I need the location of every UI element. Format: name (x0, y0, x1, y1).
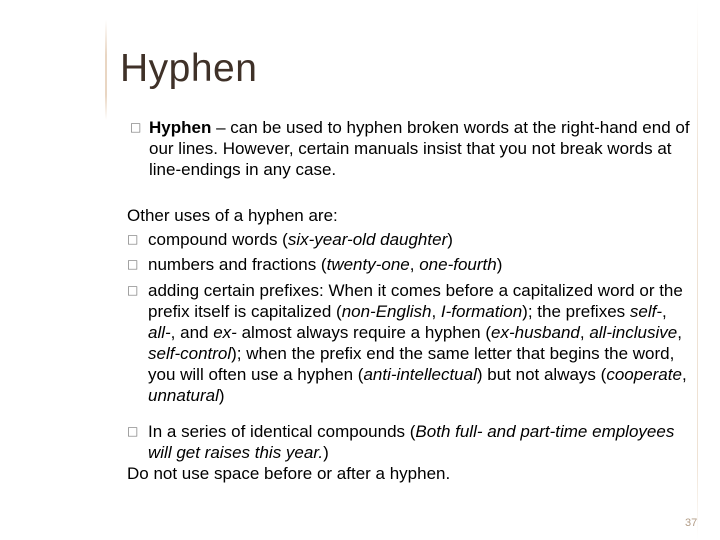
item-text: ) (496, 255, 503, 274)
item-text: , (431, 302, 441, 321)
item-text: , and (170, 323, 214, 342)
intro-text: – can be used to hyphen broken words at the right-hand end of our lines. However, certain manuals insist that you not break words at line-endings in any case. (149, 118, 690, 179)
item-text: compound words ( (148, 230, 288, 249)
item-text: ) (218, 386, 225, 405)
item-example: all- (148, 323, 171, 342)
item-example: self-control (148, 344, 232, 363)
box-bullet-icon: □ (127, 232, 139, 246)
item-example: ex-husband (491, 323, 580, 342)
item-text: numbers and fractions ( (148, 255, 327, 274)
decorative-left-rule (105, 20, 107, 120)
item-text: ) (323, 443, 329, 462)
item-text: , (409, 255, 420, 274)
item-example: anti-intellectual (363, 365, 477, 384)
item-example: I-formation (440, 302, 523, 321)
item-text: adding certain prefixes: When it comes before a capitalized word or the prefix itself is capitalized ( (148, 281, 683, 321)
box-bullet-icon: □ (130, 120, 142, 134)
item-text: , (662, 302, 667, 321)
box-bullet-icon: □ (127, 257, 139, 271)
list-item (148, 421, 693, 463)
list-item (148, 229, 693, 250)
item-text: ); when the prefix end the same letter that begins the word, you will often use a hyphen ( (148, 344, 675, 384)
item-text: almost always require a hyphen ( (236, 323, 492, 342)
intro-term: Hyphen (149, 118, 212, 137)
item-example: self- (629, 302, 663, 321)
slide-title: Hyphen (120, 47, 258, 90)
item-text: , (681, 365, 687, 384)
item-example: non-English (341, 302, 432, 321)
item-example: twenty-one (326, 255, 410, 274)
item-example: Both full- and part-time employees will get raises this year. (148, 422, 675, 462)
item-text: , (677, 323, 682, 342)
item-text: ) but not always ( (476, 365, 607, 384)
closing-line: Do not use space before or after a hyphen. (127, 464, 451, 483)
list-item (148, 280, 693, 406)
item-text: In a series of identical compounds ( (148, 422, 416, 441)
page-number: 37 (685, 517, 698, 529)
list-item (148, 254, 693, 275)
item-text: ) (447, 230, 453, 249)
item-example: all-inclusive (589, 323, 678, 342)
item-example: ex- (213, 323, 237, 342)
box-bullet-icon: □ (127, 283, 139, 297)
item-example: one-fourth (419, 255, 497, 274)
item-example: cooperate (606, 365, 682, 384)
item-example: unnatural (148, 386, 219, 405)
decorative-right-frame (697, 0, 698, 540)
item-text: ); the prefixes (522, 302, 630, 321)
other-uses-heading: Other uses of a hyphen are: (127, 206, 338, 225)
item-example: six-year-old daughter (287, 230, 448, 249)
intro-paragraph (149, 117, 694, 180)
item-text: , (579, 323, 590, 342)
box-bullet-icon: □ (127, 424, 139, 438)
